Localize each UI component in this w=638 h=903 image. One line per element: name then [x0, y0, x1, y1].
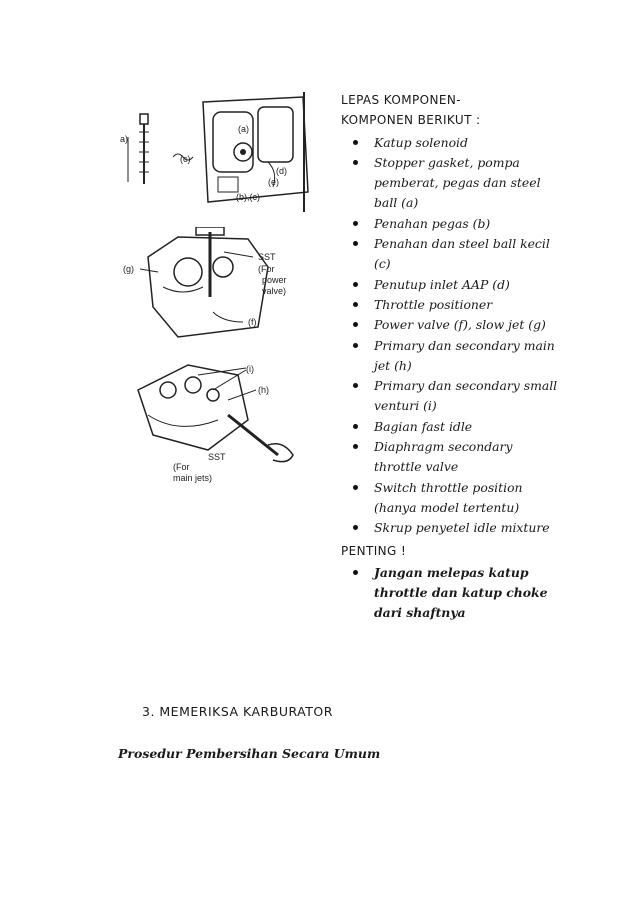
fig1-label-bc: (b),(c) — [236, 192, 260, 202]
fig1-label-c: (c) — [180, 154, 191, 164]
list-item: Skrup penyetel idle mixture — [341, 518, 561, 538]
section-subtitle: Prosedur Pembersihan Secara Umum — [118, 746, 381, 761]
fig3-label-i: (i) — [246, 364, 254, 374]
heading-line-2: KOMPONEN BERIKUT : — [341, 113, 481, 128]
list-item: Bagian fast idle — [341, 417, 561, 437]
important-item: Jangan melepas katup throttle dan katup choke dari shaftnya — [341, 563, 561, 624]
instruction-heading — [341, 90, 561, 131]
carburetor-diagram-3 — [118, 360, 328, 490]
list-item: Penahan pegas (b) — [341, 214, 561, 234]
fig3-label-for: (For — [173, 462, 190, 472]
important-heading: PENTING ! — [341, 543, 407, 558]
fig3-label-main: main jets) — [173, 473, 213, 483]
instruction-column — [341, 90, 561, 624]
fig3-label-h: (h) — [258, 385, 269, 395]
list-item: Switch throttle position (hanya model tertentu) — [341, 478, 561, 519]
carburetor-diagram-1 — [118, 92, 328, 217]
figure-solenoid-removal — [118, 92, 328, 217]
figure-power-valve-removal — [118, 227, 328, 347]
component-list — [341, 133, 561, 539]
fig1-label-a: (a) — [238, 124, 249, 134]
list-item: Throttle positioner — [341, 295, 561, 315]
fig1-label-d: (d) — [276, 166, 287, 176]
figure-main-jet-removal — [118, 360, 328, 490]
fig2-label-power: power — [262, 275, 287, 285]
list-item: Stopper gasket, pompa pemberat, pegas dan steel ball (a) — [341, 153, 561, 214]
section-title: 3. MEMERIKSA KARBURATOR — [142, 704, 333, 719]
list-item: Diaphragm secondary throttle valve — [341, 437, 561, 478]
fig2-label-g: (g) — [123, 264, 134, 274]
carburetor-figures — [118, 92, 328, 512]
fig3-label-sst: SST — [208, 452, 226, 462]
fig2-label-f: (f) — [248, 317, 257, 327]
important-list — [341, 563, 561, 624]
heading-line-1: LEPAS KOMPONEN- — [341, 93, 461, 107]
list-item: Power valve (f), slow jet (g) — [341, 315, 561, 335]
list-item: Katup solenoid — [341, 133, 561, 153]
fig2-label-valve: valve) — [262, 286, 287, 296]
list-item: Primary dan secondary small venturi (i) — [341, 376, 561, 417]
list-item: Penutup inlet AAP (d) — [341, 275, 561, 295]
list-item: Penahan dan steel ball kecil (c) — [341, 234, 561, 275]
fig1-label-a-left: a) — [120, 134, 129, 144]
fig2-label-for: (For — [258, 264, 275, 274]
fig2-label-sst: SST — [258, 252, 276, 262]
list-item: Primary dan secondary main jet (h) — [341, 336, 561, 377]
carburetor-diagram-2 — [118, 227, 328, 347]
fig1-label-e: (e) — [268, 177, 279, 187]
